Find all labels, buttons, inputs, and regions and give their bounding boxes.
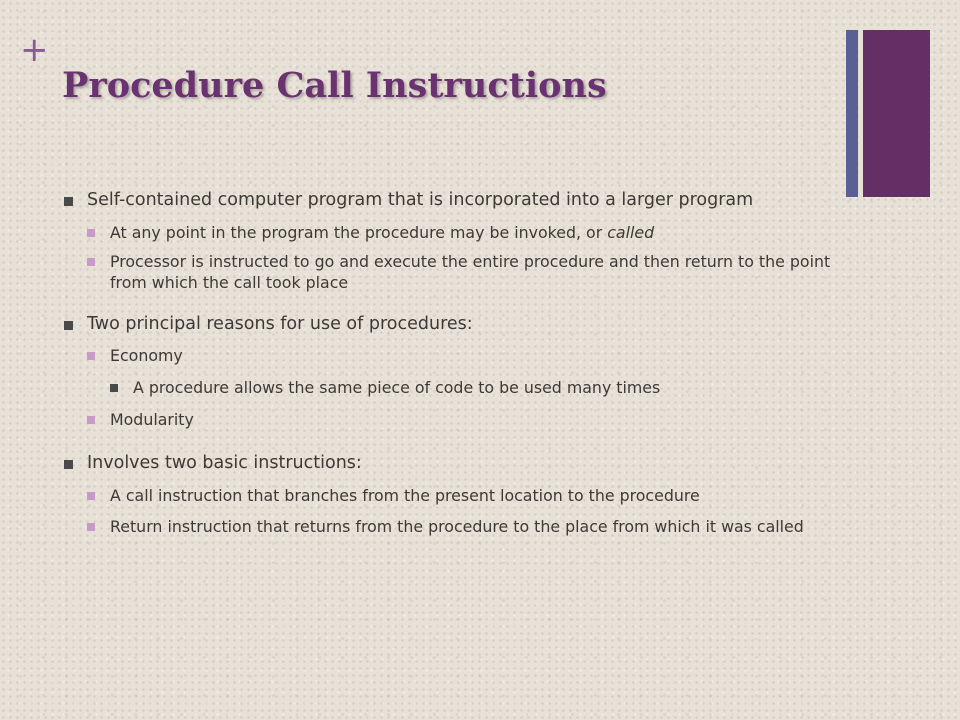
slide-title: Procedure Call Instructions [62, 65, 607, 106]
accent-bar-thick [863, 30, 930, 197]
sub-bullet-return-instruction [87, 516, 834, 537]
accent-bar-thin [846, 30, 858, 197]
bullet-text: Processor is instructed to go and execute the entire procedure and then return to the point from which the call took place [110, 252, 831, 292]
sub-bullet-call-instruction [87, 485, 834, 506]
sub-bullet-invoked [87, 222, 834, 243]
square-bullet-icon [64, 321, 73, 330]
square-bullet-icon [87, 229, 95, 237]
bullet-text: Involves two basic instructions: [87, 453, 362, 473]
bullet-text: Economy [110, 346, 183, 365]
bullet-text: A procedure allows the same piece of code to be used many times [133, 378, 661, 397]
square-bullet-icon [64, 460, 73, 469]
sub-bullet-modularity [87, 409, 834, 430]
bullet-text: Modularity [110, 410, 194, 429]
sub-sub-bullet-reuse [110, 377, 834, 398]
sub-bullet-processor [87, 251, 834, 293]
bullet-two-reasons [64, 312, 834, 337]
square-bullet-icon [87, 416, 95, 424]
square-bullet-icon [87, 258, 95, 266]
square-bullet-icon [87, 523, 95, 531]
bullet-self-contained [64, 188, 834, 213]
bullet-text: Self-contained computer program that is incorporated into a larger program [87, 190, 754, 210]
plus-icon: + [20, 30, 49, 70]
bullet-basic-instructions [64, 451, 834, 476]
square-bullet-icon [87, 492, 95, 500]
square-bullet-icon [64, 197, 73, 206]
bullet-italic-text: called [607, 223, 655, 242]
slide-content [64, 188, 834, 537]
bullet-text: Two principal reasons for use of procedures: [87, 314, 473, 334]
square-bullet-icon [87, 352, 95, 360]
bullet-text: Return instruction that returns from the procedure to the place from which it was called [110, 517, 804, 536]
bullet-text: A call instruction that branches from the present location to the procedure [110, 486, 700, 505]
sub-bullet-economy [87, 345, 834, 366]
square-bullet-icon [110, 384, 118, 392]
bullet-text: At any point in the program the procedure may be invoked, or [110, 223, 608, 242]
